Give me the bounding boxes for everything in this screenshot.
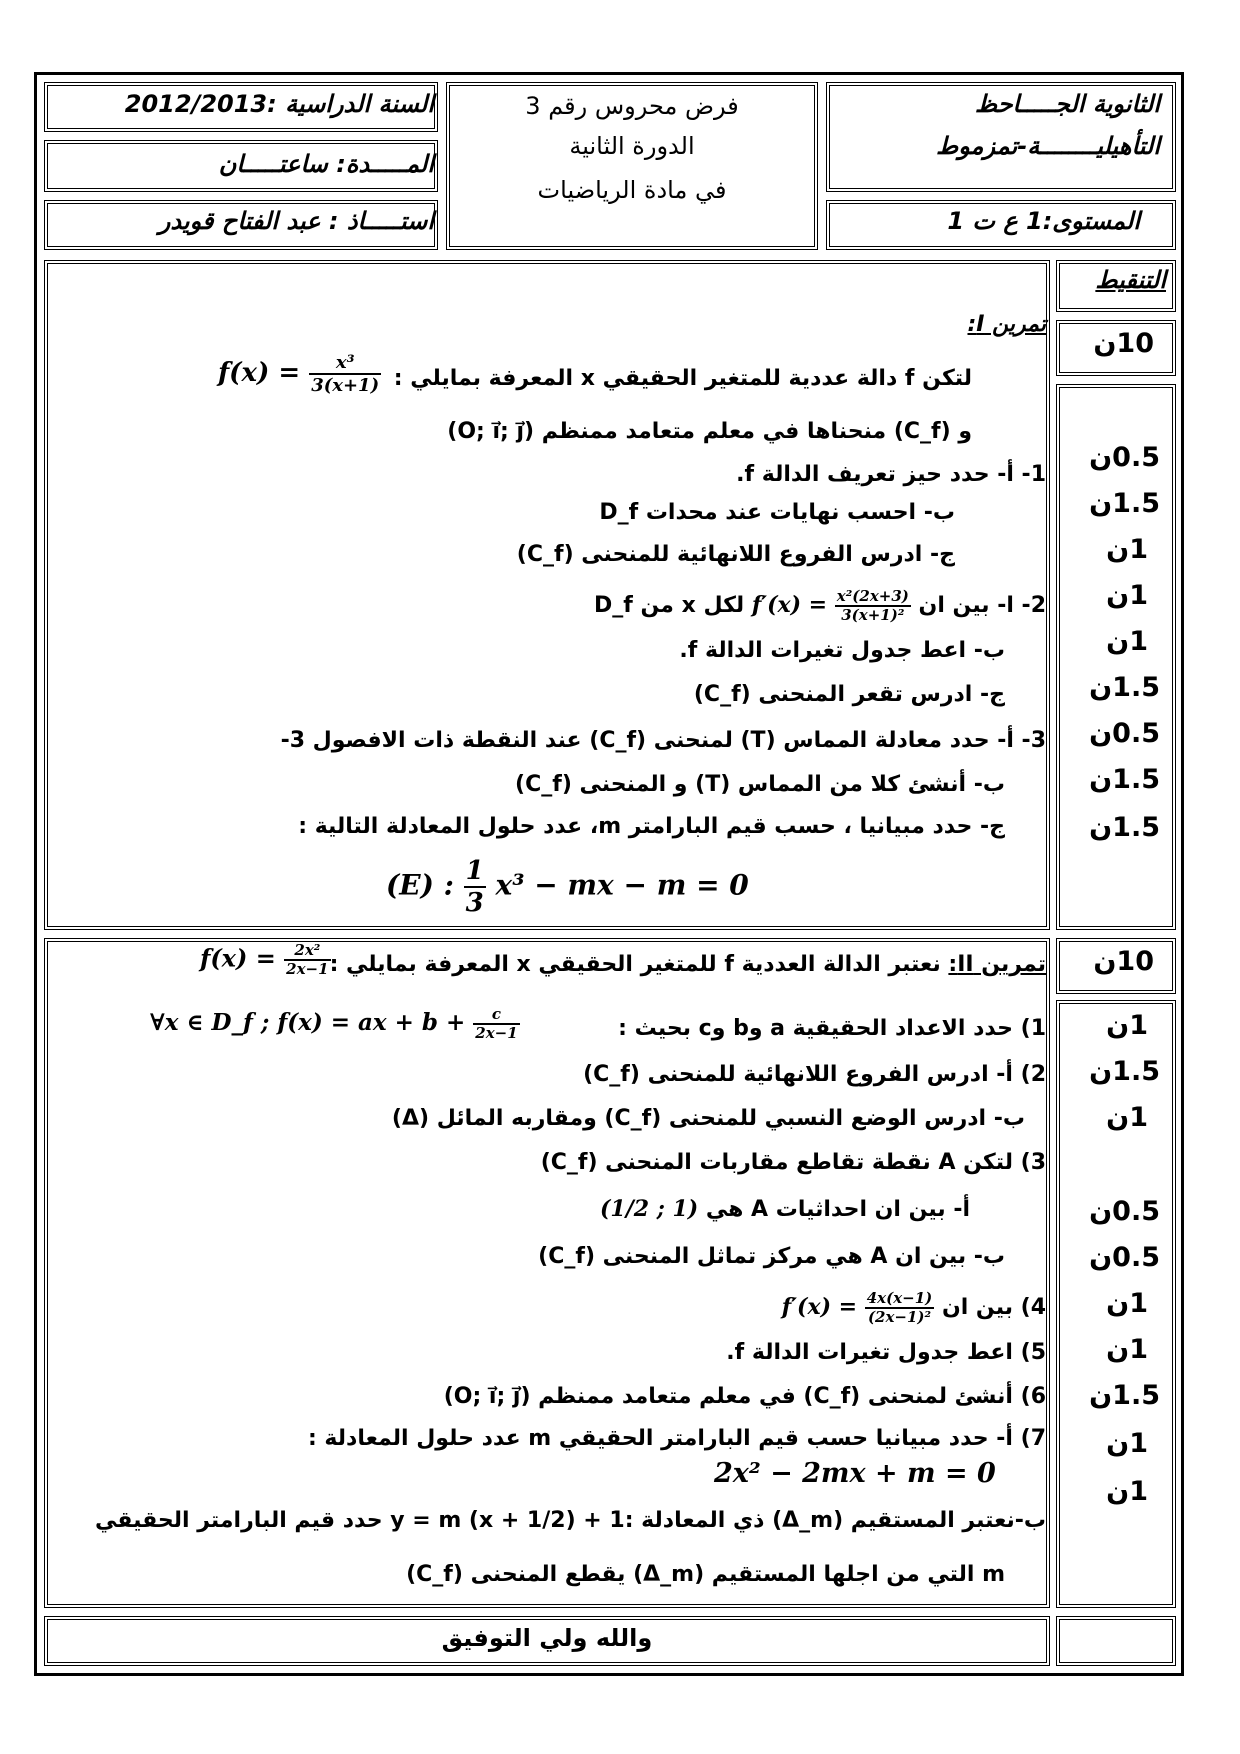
ex2-q3a bbox=[600, 1196, 970, 1222]
ex1-q1c: ج- ادرس الفروع اللانهائية للمنحنى (C_f) bbox=[516, 542, 955, 567]
ex2-q1: 1) حدد الاعداد الحقيقية a وb وc بحيث : bbox=[618, 1016, 1046, 1041]
ex2-q1-formula bbox=[150, 1006, 520, 1042]
exam-session: الدورة الثانية bbox=[569, 132, 695, 160]
ex2-q2a: 2) أ- ادرس الفروع اللانهائية للمنحنى (C_f) bbox=[583, 1062, 1046, 1087]
ex1-q2a-text: 2- ا- بين ان bbox=[918, 593, 1046, 618]
exam-title: فرض محروس رقم 3 bbox=[525, 92, 739, 120]
ex1-frame-line: و (C_f) منحناها في معلم متعامد ممنظم (O; i⃗; j⃗) bbox=[447, 419, 972, 444]
ex1-mark-5: 1ن bbox=[1106, 626, 1148, 657]
ex2-mark-10: 1ن bbox=[1106, 1476, 1148, 1507]
ex1-mark-1: 0.5ن bbox=[1089, 442, 1160, 473]
ex2-q4-lhs: f′(x) = bbox=[781, 1294, 858, 1320]
ex1-q3a: 3- أ- حدد معادلة المماس (T) لمنحنى (C_f) عند النقطة ذات الافصول 3- bbox=[280, 728, 1046, 753]
ex2-q3a-point: (1/2 ; 1) bbox=[599, 1196, 699, 1222]
school-year: السنة الدراسية :2012/2013 bbox=[124, 90, 434, 118]
ex1-q3c: ج- حدد مبيانيا ، حسب قيم البارامتر m، عدد حلول المعادلة التالية : bbox=[298, 814, 1005, 839]
ex1-q3b: ب- أنشئ كلا من المماس (T) و المنحنى (C_f) bbox=[515, 772, 1005, 797]
ex1-intro-formula bbox=[218, 352, 381, 396]
ex1-eq-num: 1 bbox=[465, 856, 484, 886]
exam-subject: في مادة الرياضيات bbox=[537, 176, 727, 204]
ex1-intro-text: لتكن f دالة عددية للمتغير الحقيقي x المعرفة بمايلي : bbox=[393, 366, 972, 391]
ex1-mark-7: 0.5ن bbox=[1089, 718, 1160, 749]
ex1-equation bbox=[386, 856, 749, 918]
ex1-q2a-lhs: f′(x) = bbox=[751, 592, 828, 618]
ex2-q7a: 7) أ- حدد مبيانيا حسب قيم البارامتر الحقيقي m عدد حلول المعادلة : bbox=[307, 1426, 1046, 1451]
ex2-intro: نعتبر الدالة العددية f للمتغير الحقيقي x المعرفة بمايلي : bbox=[329, 952, 941, 977]
ex2-title: تمرين II: bbox=[948, 952, 1046, 977]
ex2-q1-den: 2x−1 bbox=[475, 1024, 518, 1042]
ex1-q2c: ج- ادرس تقعر المنحنى (C_f) bbox=[693, 682, 1005, 707]
ex2-q5: 5) اعط جدول تغيرات الدالة f. bbox=[726, 1340, 1046, 1365]
ex1-mark-4: 1ن bbox=[1106, 580, 1148, 611]
ex2-mark-8: 1.5ن bbox=[1089, 1380, 1160, 1411]
ex1-mark-8: 1.5ن bbox=[1089, 764, 1160, 795]
ex2-q3b: ب- بين ان A هي مركز تماثل المنحنى (C_f) bbox=[538, 1244, 1005, 1269]
grading-label: التنقيط bbox=[1095, 266, 1166, 294]
ex2-q4 bbox=[782, 1290, 1046, 1326]
ex2-q4-num: 4x(x−1) bbox=[866, 1289, 933, 1307]
ex2-q7a-eq: 2x² − 2mx + m = 0 bbox=[714, 1458, 996, 1489]
ex1-mark-2: 1.5ن bbox=[1089, 488, 1160, 519]
ex2-mark-3: 1ن bbox=[1106, 1102, 1148, 1133]
ex2-mark-7: 1ن bbox=[1106, 1334, 1148, 1365]
ex2-q3a-text: أ- بين ان احداثيات A هي bbox=[705, 1197, 970, 1222]
ex1-mark-3: 1ن bbox=[1106, 534, 1148, 565]
ex1-formula-lhs: f(x) = bbox=[218, 358, 301, 388]
ex2-q7b: ب-نعتبر المستقيم (Δ_m) ذي المعادلة :1 + y = m (x + 1/2) حدد قيم البارامتر الحقيقي bbox=[95, 1508, 1046, 1533]
ex2-q7b2: m التي من اجلها المستقيم (Δ_m) يقطع المنحنى (C_f) bbox=[406, 1562, 1005, 1587]
teacher: استـــــاذ : عبد الفتاح قويدر bbox=[158, 207, 434, 235]
ex1-title: تمرين I: bbox=[967, 312, 1046, 337]
duration: المـــــدة: ساعتـــــان bbox=[218, 150, 434, 178]
ex2-mark-1: 1ن bbox=[1106, 1010, 1148, 1041]
ex2-mark-2: 1.5ن bbox=[1089, 1056, 1160, 1087]
school-line1: الثانوية الجـــــاحظ bbox=[974, 90, 1160, 118]
ex1-q1a: 1- أ- حدد حيز تعريف الدالة f. bbox=[736, 462, 1046, 487]
ex2-q1-num: c bbox=[473, 1006, 519, 1025]
footer-mark-box bbox=[1056, 1616, 1176, 1666]
ex2-formula-lhs: f(x) = bbox=[200, 943, 276, 973]
ex1-formula-num: x³ bbox=[309, 352, 381, 375]
ex2-q4-den: (2x−1)² bbox=[867, 1308, 932, 1326]
ex2-mark-6: 1ن bbox=[1106, 1288, 1148, 1319]
school-line2: التأهيليــــــــة-تمزموط bbox=[936, 132, 1160, 160]
ex2-total-mark: 10ن bbox=[1093, 946, 1154, 977]
ex2-q1-expr: f(x) = ax + b + bbox=[277, 1009, 466, 1036]
ex2-mark-9: 1ن bbox=[1106, 1428, 1148, 1459]
ex1-q2a-tail: لكل x من D_f bbox=[593, 593, 745, 618]
ex2-q1-forall: ∀x ∈ D_f ; bbox=[150, 1009, 270, 1036]
ex1-eq-den: 3 bbox=[465, 888, 484, 918]
ex1-q1b: ب- احسب نهايات عند محدات D_f bbox=[599, 500, 955, 525]
ex2-q3: 3) لتكن A نقطة تقاطع مقاربات المنحنى (C_f) bbox=[540, 1150, 1046, 1175]
ex2-intro-line bbox=[330, 952, 1046, 977]
footer-text: والله ولي التوفيق bbox=[441, 1624, 653, 1652]
ex2-q2b: ب- ادرس الوضع النسبي للمنحنى (C_f) ومقاربه المائل (Δ) bbox=[391, 1106, 1025, 1131]
ex2-mark-4: 0.5ن bbox=[1089, 1196, 1160, 1227]
ex1-q2a-num: x²(2x+3) bbox=[836, 587, 909, 605]
ex1-eq-rest: x³ − mx − m = 0 bbox=[495, 868, 749, 902]
ex1-intro bbox=[394, 366, 972, 391]
ex1-q2a bbox=[594, 588, 1046, 624]
ex1-mark-6: 1.5ن bbox=[1089, 672, 1160, 703]
ex2-formula-den: 2x−1 bbox=[286, 960, 329, 978]
ex2-q6: 6) أنشئ لمنحنى (C_f) في معلم متعامد ممنظم (O; i⃗; j⃗) bbox=[443, 1384, 1046, 1409]
ex1-eq-label: (E) : bbox=[386, 868, 454, 902]
ex1-q2b: ب- اعط جدول تغيرات الدالة f. bbox=[679, 638, 1005, 663]
ex2-mark-5: 0.5ن bbox=[1089, 1242, 1160, 1273]
ex2-intro-formula bbox=[200, 942, 331, 978]
ex2-formula-num: 2x² bbox=[284, 942, 330, 961]
ex1-mark-9: 1.5ن bbox=[1089, 812, 1160, 843]
level: المستوى:1 ع ت 1 bbox=[947, 207, 1140, 235]
ex2-q4-text: 4) بين ان bbox=[941, 1295, 1046, 1320]
ex1-q2a-den: 3(x+1)² bbox=[841, 606, 905, 624]
ex1-total-mark: 10ن bbox=[1093, 328, 1154, 359]
ex1-formula-den: 3(x+1) bbox=[311, 375, 380, 396]
